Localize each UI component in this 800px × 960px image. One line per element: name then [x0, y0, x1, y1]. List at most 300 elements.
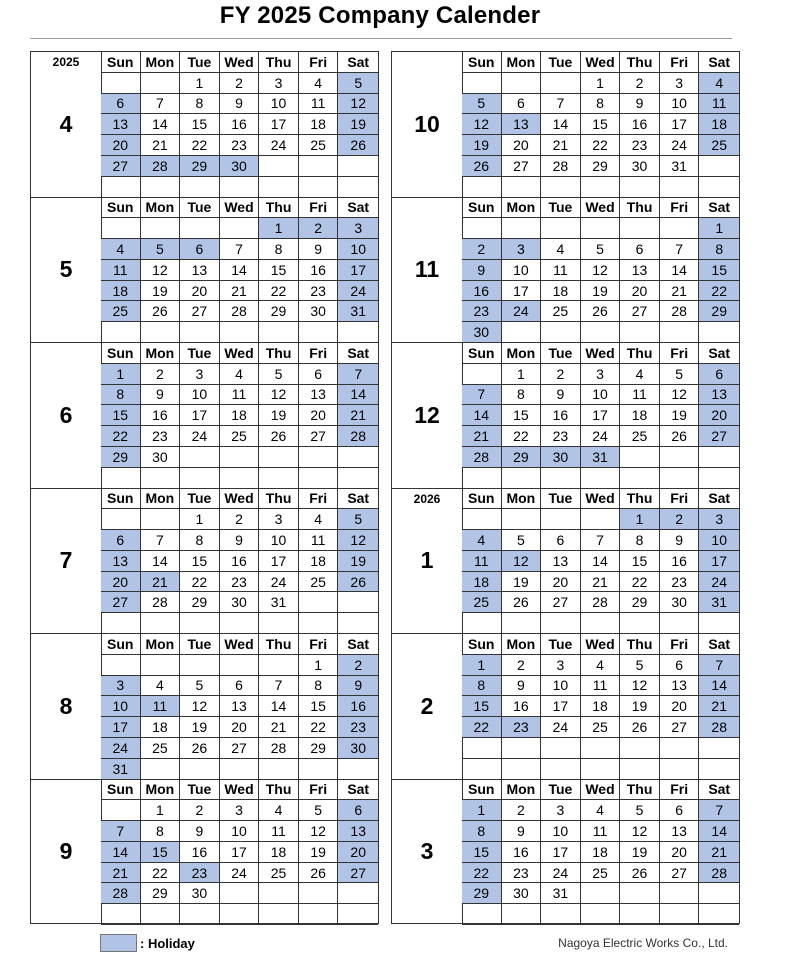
day-cell: 12 [141, 260, 181, 281]
holiday-cell: 28 [462, 447, 502, 468]
day-cell: 25 [581, 717, 621, 738]
day-cell [541, 322, 581, 343]
day-cell [180, 322, 220, 343]
day-cell [660, 613, 700, 634]
weekday-header: Thu [620, 634, 660, 655]
day-cell: 25 [141, 738, 181, 759]
day-cell: 25 [299, 572, 339, 593]
day-cell [220, 468, 260, 489]
holiday-cell: 3 [338, 218, 378, 239]
day-cell: 4 [220, 364, 260, 385]
day-cell [101, 655, 141, 676]
day-cell: 21 [259, 717, 299, 738]
day-cell: 9 [180, 821, 220, 842]
day-cell [220, 218, 260, 239]
holiday-cell: 6 [699, 364, 739, 385]
holiday-cell: 6 [101, 530, 141, 551]
day-cell: 11 [299, 530, 339, 551]
weekday-header: Fri [299, 489, 339, 510]
holiday-cell: 17 [699, 551, 739, 572]
day-cell: 16 [141, 405, 181, 426]
day-cell: 15 [180, 114, 220, 135]
holiday-cell: 6 [338, 800, 378, 821]
day-cell: 12 [581, 260, 621, 281]
day-cell: 7 [141, 94, 181, 115]
weekday-header: Sat [338, 489, 378, 510]
holiday-cell: 25 [462, 592, 502, 613]
day-cell: 3 [259, 509, 299, 530]
month-grid [101, 780, 378, 926]
weekday-header: Sun [101, 198, 141, 219]
day-cell [259, 883, 299, 904]
day-cell [462, 613, 502, 634]
day-cell: 3 [259, 73, 299, 94]
day-cell [502, 904, 542, 925]
day-cell: 16 [502, 696, 542, 717]
weekday-header: Mon [502, 489, 542, 510]
day-cell [620, 904, 660, 925]
month-grid [462, 52, 739, 198]
holiday-cell: 10 [699, 530, 739, 551]
holiday-cell: 19 [338, 114, 378, 135]
holiday-cell: 2 [462, 239, 502, 260]
holiday-cell: 11 [462, 551, 502, 572]
day-cell: 11 [220, 385, 260, 406]
day-cell: 9 [502, 821, 542, 842]
day-cell [220, 322, 260, 343]
holiday-cell: 6 [180, 239, 220, 260]
day-cell: 14 [581, 551, 621, 572]
holiday-cell: 30 [541, 447, 581, 468]
day-cell: 8 [620, 530, 660, 551]
holiday-cell: 22 [462, 863, 502, 884]
day-cell: 8 [180, 94, 220, 115]
day-cell [581, 613, 621, 634]
day-cell: 13 [299, 385, 339, 406]
weekday-header: Sat [699, 343, 739, 364]
day-cell: 2 [620, 73, 660, 94]
weekday-header: Thu [259, 343, 299, 364]
month-grid [462, 634, 739, 780]
day-cell: 28 [541, 156, 581, 177]
day-cell [101, 904, 141, 925]
day-cell [699, 156, 739, 177]
holiday-cell: 24 [502, 301, 542, 322]
month-block [391, 51, 740, 197]
day-cell [180, 904, 220, 925]
weekday-header: Fri [299, 198, 339, 219]
day-cell: 13 [620, 260, 660, 281]
holiday-cell: 1 [620, 509, 660, 530]
weekday-header: Wed [581, 489, 621, 510]
holiday-cell: 14 [699, 676, 739, 697]
holiday-cell: 17 [338, 260, 378, 281]
day-cell: 29 [141, 883, 181, 904]
day-cell: 8 [141, 821, 181, 842]
day-cell: 14 [259, 696, 299, 717]
month-number: 11 [414, 256, 440, 283]
holiday-cell: 1 [259, 218, 299, 239]
weekday-header: Sun [101, 489, 141, 510]
day-cell: 19 [141, 281, 181, 302]
holiday-cell: 7 [699, 800, 739, 821]
holiday-cell: 30 [338, 738, 378, 759]
day-cell: 15 [180, 551, 220, 572]
holiday-cell: 15 [462, 696, 502, 717]
weekday-header: Wed [220, 343, 260, 364]
holiday-cell: 29 [462, 883, 502, 904]
day-cell [541, 613, 581, 634]
day-cell: 9 [220, 94, 260, 115]
day-cell: 21 [141, 135, 181, 156]
day-cell [141, 177, 181, 198]
day-cell: 10 [581, 385, 621, 406]
day-cell [141, 759, 181, 780]
day-cell: 15 [620, 551, 660, 572]
day-cell [101, 218, 141, 239]
day-cell [620, 322, 660, 343]
day-cell: 22 [259, 281, 299, 302]
day-cell: 19 [620, 696, 660, 717]
day-cell: 26 [141, 301, 181, 322]
weekday-header: Sat [699, 489, 739, 510]
weekday-header: Tue [541, 634, 581, 655]
day-cell: 12 [259, 385, 299, 406]
day-cell: 28 [660, 301, 700, 322]
day-cell [462, 364, 502, 385]
day-cell: 17 [180, 405, 220, 426]
day-cell: 5 [259, 364, 299, 385]
day-cell: 30 [220, 592, 260, 613]
month-block [30, 488, 379, 634]
weekday-header: Thu [620, 489, 660, 510]
holiday-cell: 25 [699, 135, 739, 156]
holiday-cell: 22 [699, 281, 739, 302]
day-cell [462, 759, 502, 780]
weekday-header: Sat [699, 780, 739, 801]
day-cell: 29 [259, 301, 299, 322]
holiday-cell: 14 [101, 842, 141, 863]
day-cell: 25 [541, 301, 581, 322]
day-cell: 17 [259, 114, 299, 135]
day-cell: 19 [502, 572, 542, 593]
day-cell: 23 [660, 572, 700, 593]
day-cell [299, 613, 339, 634]
day-cell [462, 73, 502, 94]
weekday-header: Wed [220, 198, 260, 219]
calendar-column-right [391, 51, 740, 924]
holiday-cell: 28 [699, 717, 739, 738]
holiday-cell: 7 [338, 364, 378, 385]
weekday-header: Sat [699, 52, 739, 73]
day-cell: 10 [259, 530, 299, 551]
holiday-cell: 31 [338, 301, 378, 322]
month-block [391, 342, 740, 488]
day-cell: 23 [141, 426, 181, 447]
weekday-header: Tue [180, 634, 220, 655]
day-cell [581, 904, 621, 925]
day-cell [299, 447, 339, 468]
day-cell: 21 [581, 572, 621, 593]
day-cell: 26 [620, 717, 660, 738]
day-cell: 1 [141, 800, 181, 821]
day-cell: 7 [541, 94, 581, 115]
holiday-cell: 8 [101, 385, 141, 406]
month-grid [101, 52, 378, 198]
weekday-header: Sun [101, 780, 141, 801]
day-cell [660, 322, 700, 343]
holiday-cell: 29 [180, 156, 220, 177]
weekday-header: Sun [462, 198, 502, 219]
day-cell: 26 [299, 863, 339, 884]
holiday-cell: 20 [101, 135, 141, 156]
day-cell [660, 468, 700, 489]
holiday-cell: 29 [101, 447, 141, 468]
day-cell [259, 613, 299, 634]
day-cell: 10 [660, 94, 700, 115]
day-cell: 28 [220, 301, 260, 322]
month-label-column [392, 52, 463, 197]
weekday-header: Thu [620, 52, 660, 73]
day-cell: 9 [660, 530, 700, 551]
weekday-header: Tue [541, 489, 581, 510]
day-cell [541, 177, 581, 198]
day-cell: 4 [299, 73, 339, 94]
day-cell: 18 [299, 551, 339, 572]
day-cell: 22 [581, 135, 621, 156]
holiday-cell: 8 [462, 676, 502, 697]
month-number: 4 [59, 110, 73, 137]
day-cell [620, 468, 660, 489]
day-cell: 25 [259, 863, 299, 884]
weekday-header: Thu [259, 52, 299, 73]
day-cell [180, 177, 220, 198]
holiday-cell: 10 [101, 696, 141, 717]
day-cell: 19 [259, 405, 299, 426]
month-grid [101, 343, 378, 489]
holiday-cell: 13 [699, 385, 739, 406]
holiday-cell: 6 [101, 94, 141, 115]
day-cell [180, 468, 220, 489]
day-cell: 3 [180, 364, 220, 385]
holiday-cell: 15 [101, 405, 141, 426]
holiday-swatch [100, 934, 137, 952]
holiday-cell: 1 [462, 800, 502, 821]
day-cell: 28 [259, 738, 299, 759]
day-cell [141, 468, 181, 489]
day-cell: 10 [220, 821, 260, 842]
day-cell [699, 738, 739, 759]
weekday-header: Sun [101, 634, 141, 655]
holiday-cell: 2 [338, 655, 378, 676]
day-cell [502, 468, 542, 489]
day-cell [220, 613, 260, 634]
day-cell: 2 [502, 655, 542, 676]
day-cell: 17 [581, 405, 621, 426]
month-grid [101, 489, 378, 635]
holiday-cell: 4 [101, 239, 141, 260]
month-grid [462, 198, 739, 344]
day-cell: 5 [180, 676, 220, 697]
weekday-header: Sat [338, 198, 378, 219]
day-cell: 6 [660, 800, 700, 821]
day-cell: 26 [502, 592, 542, 613]
day-cell [620, 738, 660, 759]
holiday-cell: 8 [462, 821, 502, 842]
month-grid [462, 489, 739, 635]
day-cell: 21 [541, 135, 581, 156]
day-cell [141, 904, 181, 925]
day-cell: 5 [620, 800, 660, 821]
holiday-cell: 19 [462, 135, 502, 156]
holiday-cell: 9 [338, 676, 378, 697]
day-cell [620, 883, 660, 904]
day-cell [220, 883, 260, 904]
day-cell: 13 [660, 821, 700, 842]
day-cell: 25 [220, 426, 260, 447]
day-cell: 19 [180, 717, 220, 738]
day-cell [220, 447, 260, 468]
day-cell: 13 [220, 696, 260, 717]
day-cell: 30 [620, 156, 660, 177]
day-cell: 5 [299, 800, 339, 821]
day-cell: 18 [541, 281, 581, 302]
day-cell: 21 [660, 281, 700, 302]
day-cell: 23 [541, 426, 581, 447]
month-label-column [31, 52, 102, 197]
day-cell: 26 [259, 426, 299, 447]
day-cell [180, 759, 220, 780]
day-cell [541, 218, 581, 239]
month-label-column [31, 489, 102, 634]
day-cell: 8 [259, 239, 299, 260]
month-block [30, 779, 379, 925]
day-cell: 20 [220, 717, 260, 738]
day-cell: 6 [299, 364, 339, 385]
month-number: 6 [59, 401, 73, 428]
weekday-header: Mon [141, 489, 181, 510]
day-cell [259, 322, 299, 343]
day-cell [699, 613, 739, 634]
day-cell: 15 [502, 405, 542, 426]
day-cell: 16 [541, 405, 581, 426]
title-divider [30, 38, 732, 39]
legend-label: : Holiday [140, 935, 195, 951]
day-cell: 7 [141, 530, 181, 551]
day-cell: 18 [620, 405, 660, 426]
day-cell: 31 [660, 156, 700, 177]
day-cell: 2 [220, 73, 260, 94]
holiday-cell: 24 [338, 281, 378, 302]
day-cell: 2 [541, 364, 581, 385]
day-cell [699, 468, 739, 489]
day-cell: 12 [180, 696, 220, 717]
day-cell: 8 [502, 385, 542, 406]
day-cell [259, 156, 299, 177]
day-cell: 9 [502, 676, 542, 697]
holiday-cell: 22 [101, 426, 141, 447]
day-cell [101, 73, 141, 94]
day-cell: 20 [502, 135, 542, 156]
day-cell: 8 [180, 530, 220, 551]
weekday-header: Fri [660, 198, 700, 219]
holiday-cell: 11 [699, 94, 739, 115]
day-cell: 14 [660, 260, 700, 281]
day-cell: 10 [541, 676, 581, 697]
day-cell: 12 [620, 821, 660, 842]
weekday-header: Sun [462, 52, 502, 73]
weekday-header: Thu [259, 634, 299, 655]
month-block [391, 633, 740, 779]
day-cell: 30 [141, 447, 181, 468]
weekday-header: Sun [462, 634, 502, 655]
weekday-header: Sat [338, 52, 378, 73]
holiday-cell: 5 [141, 239, 181, 260]
month-number: 1 [420, 547, 434, 574]
day-cell [541, 904, 581, 925]
day-cell: 1 [299, 655, 339, 676]
day-cell: 30 [502, 883, 542, 904]
day-cell: 13 [180, 260, 220, 281]
day-cell: 24 [259, 135, 299, 156]
weekday-header: Wed [220, 489, 260, 510]
day-cell [259, 655, 299, 676]
weekday-header: Tue [180, 780, 220, 801]
holiday-cell: 15 [462, 842, 502, 863]
holiday-cell: 12 [502, 551, 542, 572]
day-cell: 27 [180, 301, 220, 322]
day-cell: 9 [620, 94, 660, 115]
holiday-cell: 28 [141, 156, 181, 177]
month-number: 2 [420, 692, 434, 719]
day-cell [462, 509, 502, 530]
day-cell [338, 322, 378, 343]
day-cell: 25 [299, 135, 339, 156]
weekday-header: Mon [502, 198, 542, 219]
day-cell: 29 [299, 738, 339, 759]
day-cell: 17 [259, 551, 299, 572]
day-cell: 2 [180, 800, 220, 821]
holiday-cell: 27 [699, 426, 739, 447]
weekday-header: Wed [581, 780, 621, 801]
holiday-cell: 13 [338, 821, 378, 842]
day-cell: 8 [299, 676, 339, 697]
holiday-cell: 26 [462, 156, 502, 177]
day-cell [141, 322, 181, 343]
weekday-header: Sun [101, 52, 141, 73]
year-label: 2026 [413, 491, 441, 506]
day-cell: 25 [620, 426, 660, 447]
day-cell: 16 [299, 260, 339, 281]
weekday-header: Sun [462, 343, 502, 364]
day-cell: 30 [180, 883, 220, 904]
holiday-cell: 31 [699, 592, 739, 613]
day-cell: 9 [541, 385, 581, 406]
day-cell [259, 177, 299, 198]
weekday-header: Fri [299, 780, 339, 801]
day-cell: 29 [620, 592, 660, 613]
day-cell [462, 218, 502, 239]
day-cell [141, 218, 181, 239]
day-cell: 11 [541, 260, 581, 281]
day-cell [259, 468, 299, 489]
weekday-header: Thu [259, 780, 299, 801]
day-cell: 19 [299, 842, 339, 863]
day-cell [620, 177, 660, 198]
day-cell [338, 613, 378, 634]
day-cell: 27 [660, 717, 700, 738]
year-label: 2025 [52, 55, 80, 69]
